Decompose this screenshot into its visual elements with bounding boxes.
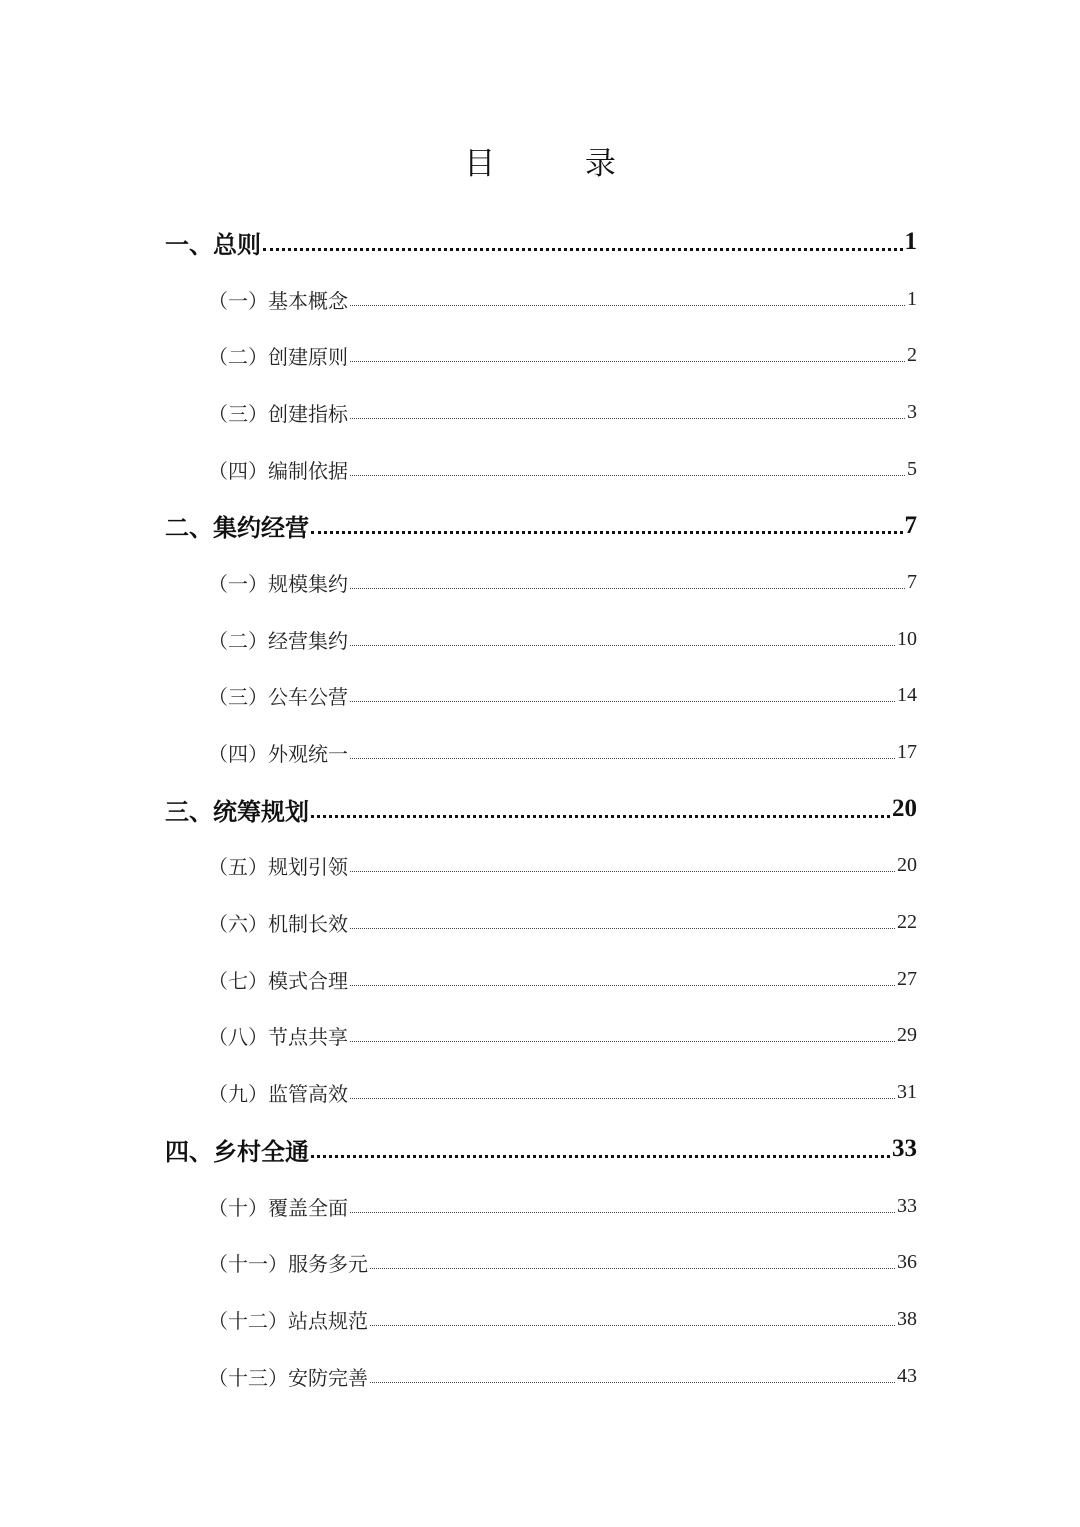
toc-section-entry[interactable] xyxy=(165,384,917,441)
toc-dot-leader xyxy=(350,758,895,759)
toc-page-number: 33 xyxy=(892,1135,917,1163)
toc-section-entry[interactable] xyxy=(165,838,917,895)
toc-dot-leader xyxy=(350,928,895,929)
toc-dot-leader xyxy=(370,1325,895,1326)
table-of-contents xyxy=(165,214,917,1404)
toc-chapter-entry[interactable] xyxy=(165,497,917,554)
toc-chapter-entry[interactable] xyxy=(165,1121,917,1178)
toc-page-number: 33 xyxy=(897,1194,917,1217)
toc-page-number: 1 xyxy=(907,287,917,310)
toc-page-number: 36 xyxy=(897,1251,917,1274)
toc-page-number: 17 xyxy=(897,741,917,764)
toc-page-number: 7 xyxy=(904,511,917,539)
toc-entry-label: （四）编制依据 xyxy=(208,458,348,483)
toc-dot-leader xyxy=(350,1041,895,1042)
toc-dot-leader xyxy=(311,531,903,534)
toc-entry-label: （一）基本概念 xyxy=(208,288,348,313)
toc-section-entry[interactable] xyxy=(165,441,917,498)
toc-page-number: 5 xyxy=(907,457,917,480)
toc-section-entry[interactable] xyxy=(165,271,917,328)
toc-page-number: 22 xyxy=(897,911,917,934)
toc-chapter-entry[interactable] xyxy=(165,214,917,271)
toc-page-number: 3 xyxy=(907,400,917,423)
toc-section-entry[interactable] xyxy=(165,951,917,1008)
toc-entry-label: （十一）服务多元 xyxy=(208,1252,368,1277)
toc-entry-label: （八）节点共享 xyxy=(208,1025,348,1050)
toc-page-number: 7 xyxy=(907,570,917,593)
toc-section-entry[interactable] xyxy=(165,327,917,384)
toc-section-entry[interactable] xyxy=(165,1348,917,1405)
toc-entry-label: （六）机制长效 xyxy=(208,912,348,937)
toc-dot-leader xyxy=(263,248,903,251)
toc-entry-label: 四、乡村全通 xyxy=(165,1137,309,1166)
toc-section-entry[interactable] xyxy=(165,724,917,781)
toc-dot-leader xyxy=(350,645,895,646)
toc-entry-label: （十三）安防完善 xyxy=(208,1365,368,1390)
toc-chapter-entry[interactable] xyxy=(165,781,917,838)
toc-page-number: 14 xyxy=(897,684,917,707)
toc-dot-leader xyxy=(350,305,905,306)
toc-dot-leader xyxy=(350,475,905,476)
toc-section-entry[interactable] xyxy=(165,1008,917,1065)
toc-entry-label: 三、统筹规划 xyxy=(165,797,309,826)
toc-entry-label: （七）模式合理 xyxy=(208,968,348,993)
toc-dot-leader xyxy=(350,1212,895,1213)
toc-entry-label: （二）经营集约 xyxy=(208,628,348,653)
toc-entry-label: （九）监管高效 xyxy=(208,1082,348,1107)
toc-dot-leader xyxy=(350,588,905,589)
toc-section-entry[interactable] xyxy=(165,668,917,725)
toc-page-number: 2 xyxy=(907,344,917,367)
toc-entry-label: （一）规模集约 xyxy=(208,571,348,596)
toc-dot-leader xyxy=(370,1268,895,1269)
toc-dot-leader xyxy=(350,701,895,702)
toc-dot-leader xyxy=(311,815,890,818)
toc-dot-leader xyxy=(311,1155,890,1158)
toc-entry-label: 一、总则 xyxy=(165,230,261,259)
toc-page-number: 1 xyxy=(904,228,917,256)
toc-entry-label: （十）覆盖全面 xyxy=(208,1195,348,1220)
page-title: 目 录 xyxy=(464,146,656,182)
toc-dot-leader xyxy=(350,871,895,872)
toc-page-number: 43 xyxy=(897,1364,917,1387)
toc-page-number: 38 xyxy=(897,1307,917,1330)
toc-entry-label: （二）创建原则 xyxy=(208,345,348,370)
toc-page-number: 10 xyxy=(897,627,917,650)
toc-dot-leader xyxy=(350,985,895,986)
toc-page-number: 31 xyxy=(897,1081,917,1104)
toc-section-entry[interactable] xyxy=(165,1234,917,1291)
toc-section-entry[interactable] xyxy=(165,1064,917,1121)
toc-section-entry[interactable] xyxy=(165,1291,917,1348)
toc-dot-leader xyxy=(370,1382,895,1383)
toc-entry-label: （三）公车公营 xyxy=(208,685,348,710)
toc-page-number: 20 xyxy=(892,795,917,823)
toc-section-entry[interactable] xyxy=(165,611,917,668)
toc-section-entry[interactable] xyxy=(165,1178,917,1235)
toc-entry-label: （三）创建指标 xyxy=(208,401,348,426)
toc-dot-leader xyxy=(350,1098,895,1099)
toc-page-number: 27 xyxy=(897,967,917,990)
toc-entry-label: （四）外观统一 xyxy=(208,742,348,767)
toc-dot-leader xyxy=(350,361,905,362)
toc-entry-label: 二、集约经营 xyxy=(165,514,309,543)
toc-dot-leader xyxy=(350,418,905,419)
toc-page-number: 20 xyxy=(897,854,917,877)
toc-section-entry[interactable] xyxy=(165,554,917,611)
toc-page-number: 29 xyxy=(897,1024,917,1047)
toc-section-entry[interactable] xyxy=(165,894,917,951)
toc-entry-label: （五）规划引领 xyxy=(208,855,348,880)
toc-entry-label: （十二）站点规范 xyxy=(208,1308,368,1333)
